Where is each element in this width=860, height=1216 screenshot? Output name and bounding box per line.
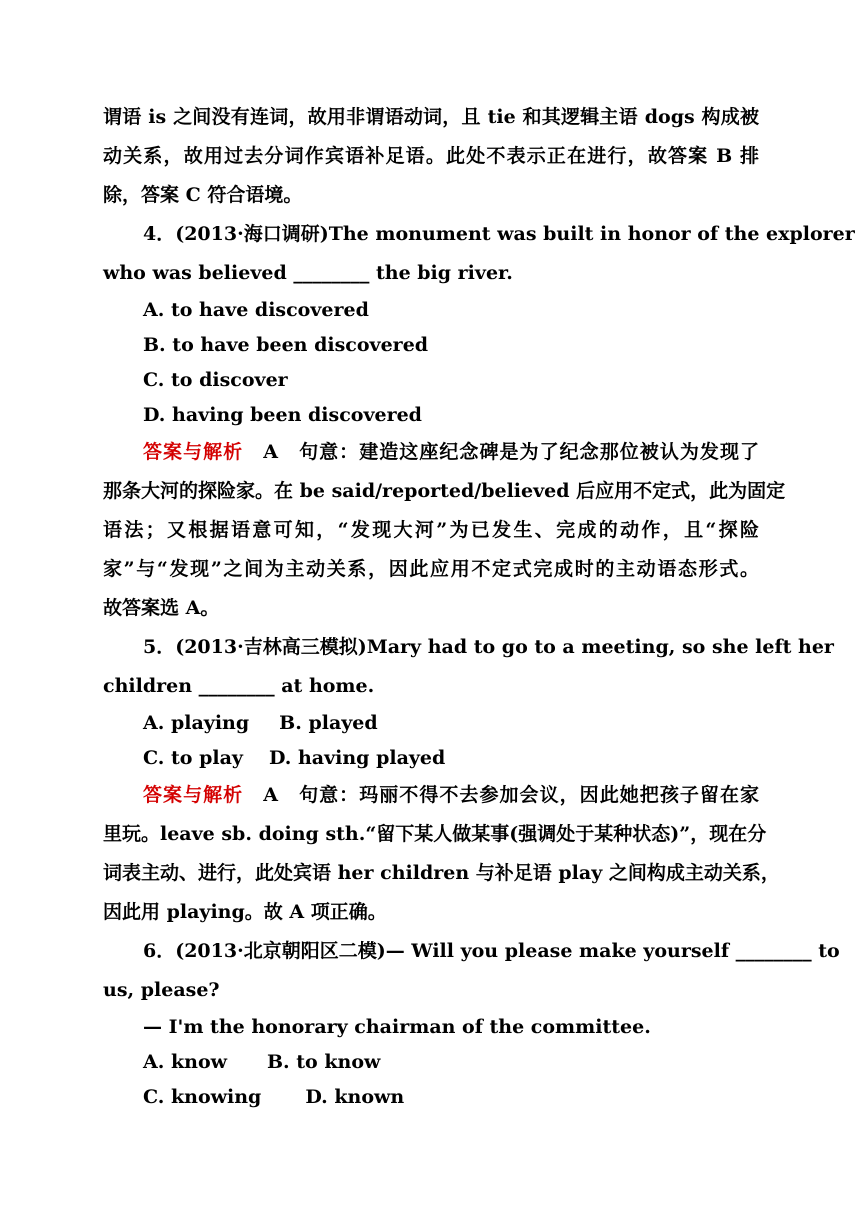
dialogue-reply: — I'm the honorary chairman of the committee. bbox=[143, 1016, 651, 1038]
explanation-line: 那条大河的探险家。在 be said/reported/believed 后应用不定式，此为固定 bbox=[103, 480, 786, 502]
question-stem-line: 4．(2013·海口调研)The monument was built in honor of the explorer bbox=[143, 223, 855, 245]
options-row bbox=[103, 741, 759, 776]
answer-text: A 句意：建造这座纪念碑是为了纪念那位被认为发现了 bbox=[263, 441, 759, 463]
answer-tag: 答案与解析 bbox=[143, 441, 244, 463]
option-a: A. know bbox=[143, 1051, 227, 1073]
option-b: B. to know bbox=[266, 1051, 381, 1073]
option-c: C. knowing bbox=[143, 1086, 262, 1108]
option-c: C. to play bbox=[143, 747, 243, 769]
option-a: A. to have discovered bbox=[143, 299, 369, 321]
option-b: B. to have been discovered bbox=[143, 334, 429, 356]
explanation-line: 故答案选 A。 bbox=[103, 597, 220, 619]
explanation-line: 语法；又根据语意可知，“发现大河”为已发生、完成的动作，且“探险 bbox=[103, 519, 759, 541]
option-c: C. to discover bbox=[143, 369, 288, 391]
answer-tag: 答案与解析 bbox=[143, 784, 244, 806]
option-d: D. having been discovered bbox=[143, 404, 422, 426]
option-b: B. played bbox=[279, 712, 378, 734]
answer-text: A 句意：玛丽不得不去参加会议，因此她把孩子留在家 bbox=[263, 784, 759, 806]
question-stem-line: 6．(2013·北京朝阳区二模)— Will you please make yourself ________ to bbox=[143, 940, 840, 962]
prev-explanation bbox=[103, 98, 759, 215]
explanation-line: 谓语 is 之间没有连词，故用非谓语动词，且 tie 和其逻辑主语 dogs 构成被 bbox=[103, 106, 759, 128]
explanation-line: 除，答案 C 符合语境。 bbox=[103, 184, 303, 206]
answer-line bbox=[103, 433, 759, 472]
option-d: D. having played bbox=[268, 747, 446, 769]
explanation-line: 家”与“发现”之间为主动关系，因此应用不定式完成时的主动语态形式。 bbox=[103, 558, 759, 580]
explanation-line: 里玩。leave sb. doing sth.“留下某人做某事(强调处于某种状态)”，现在分 bbox=[103, 823, 767, 845]
option-d: D. known bbox=[305, 1086, 405, 1108]
options-row bbox=[103, 1080, 759, 1115]
question-stem-line: 5．(2013·吉林高三模拟)Mary had to go to a meeting, so she left her bbox=[143, 636, 834, 658]
question-stem-line: who was believed ________ the big river. bbox=[103, 262, 513, 284]
question-5 bbox=[103, 628, 834, 932]
question-4 bbox=[103, 215, 855, 628]
explanation-line: 词表主动、进行，此处宾语 her children 与补足语 play 之间构成主动关系， bbox=[103, 862, 780, 884]
document-page bbox=[103, 98, 855, 1115]
explanation-line: 动关系，故用过去分词作宾语补足语。此处不表示正在进行，故答案 B 排 bbox=[103, 145, 759, 167]
options-row bbox=[103, 1045, 759, 1080]
options-row bbox=[103, 706, 759, 741]
question-6 bbox=[103, 932, 840, 1115]
answer-line bbox=[103, 776, 759, 815]
question-stem-line: children ________ at home. bbox=[103, 675, 375, 697]
option-a: A. playing bbox=[143, 712, 250, 734]
question-stem-line: us, please? bbox=[103, 979, 220, 1001]
explanation-line: 因此用 playing。故 A 项正确。 bbox=[103, 901, 387, 923]
